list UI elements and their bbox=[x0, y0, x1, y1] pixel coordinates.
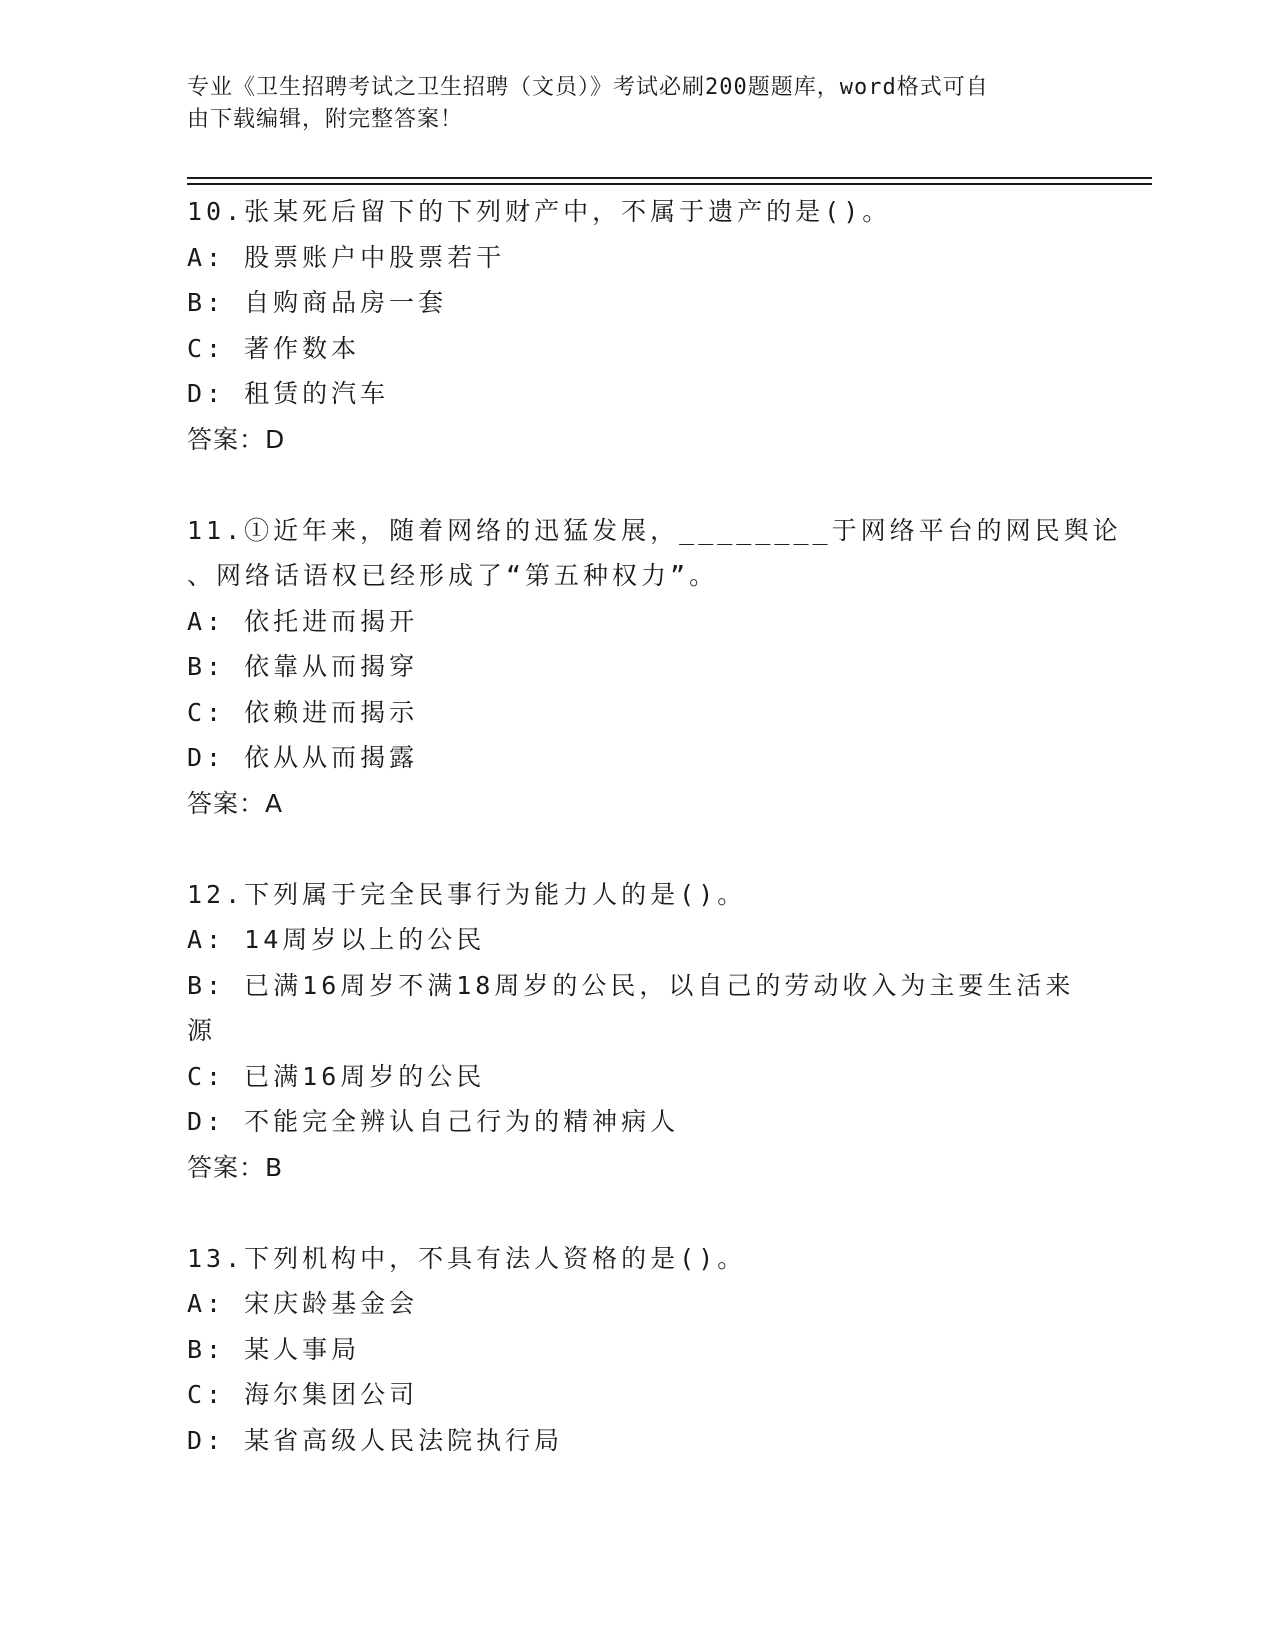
option-c: C: 海尔集团公司 bbox=[187, 1380, 419, 1409]
question-stem-continued: 、网络话语权已经形成了“第五种权力”。 bbox=[187, 561, 719, 590]
option-a: A: 14周岁以上的公民 bbox=[187, 925, 486, 954]
option-c: C: 著作数本 bbox=[187, 333, 361, 363]
option-a: A: 股票账户中股票若干 bbox=[187, 242, 506, 272]
question-stem: 13.下列机构中，不具有法人资格的是()。 bbox=[187, 1243, 747, 1273]
option-d: D: 某省高级人民法院执行局 bbox=[187, 1425, 564, 1455]
option-c: C: 依赖进而揭示 bbox=[187, 697, 419, 727]
header-line-1: 专业《卫生招聘考试之卫生招聘（文员）》考试必刷200题题库，word格式可自 bbox=[187, 75, 989, 100]
option-b: B: 某人事局 bbox=[187, 1334, 361, 1364]
option-b-continued: 源 bbox=[187, 1016, 217, 1045]
option-b: B: 依靠从而揭穿 bbox=[187, 652, 419, 681]
question-list bbox=[187, 189, 1147, 1463]
question-stem: 12.下列属于完全民事行为能力人的是()。 bbox=[187, 879, 747, 909]
option-a: A: 依托进而揭开 bbox=[187, 606, 419, 636]
question-13 bbox=[187, 1236, 1147, 1464]
question-10 bbox=[187, 189, 1147, 462]
header-line-2: 由下载编辑，附完整答案！ bbox=[187, 107, 464, 132]
question-stem: 11.①近年来，随着网络的迅猛发展，________于网络平台的网民舆论 bbox=[187, 515, 1122, 545]
question-stem: 10.张某死后留下的下列财产中，不属于遗产的是()。 bbox=[187, 197, 892, 226]
option-a: A: 宋庆龄基金会 bbox=[187, 1289, 419, 1318]
answer: 答案：A bbox=[187, 788, 284, 818]
option-b: B: 自购商品房一套 bbox=[187, 288, 448, 317]
answer: 答案：D bbox=[187, 424, 286, 454]
option-c: C: 已满16周岁的公民 bbox=[187, 1061, 486, 1091]
header-divider-top bbox=[187, 177, 1152, 179]
header-divider-bottom bbox=[187, 183, 1152, 185]
document-header bbox=[187, 72, 1067, 136]
option-d: D: 依从从而揭露 bbox=[187, 743, 419, 772]
question-12 bbox=[187, 872, 1147, 1191]
option-d: D: 不能完全辨认自己行为的精神病人 bbox=[187, 1107, 680, 1136]
option-b: B: 已满16周岁不满18周岁的公民，以自己的劳动收入为主要生活来 bbox=[187, 970, 1075, 1000]
option-d: D: 租赁的汽车 bbox=[187, 379, 390, 408]
answer: 答案：B bbox=[187, 1152, 284, 1182]
question-11 bbox=[187, 508, 1147, 827]
